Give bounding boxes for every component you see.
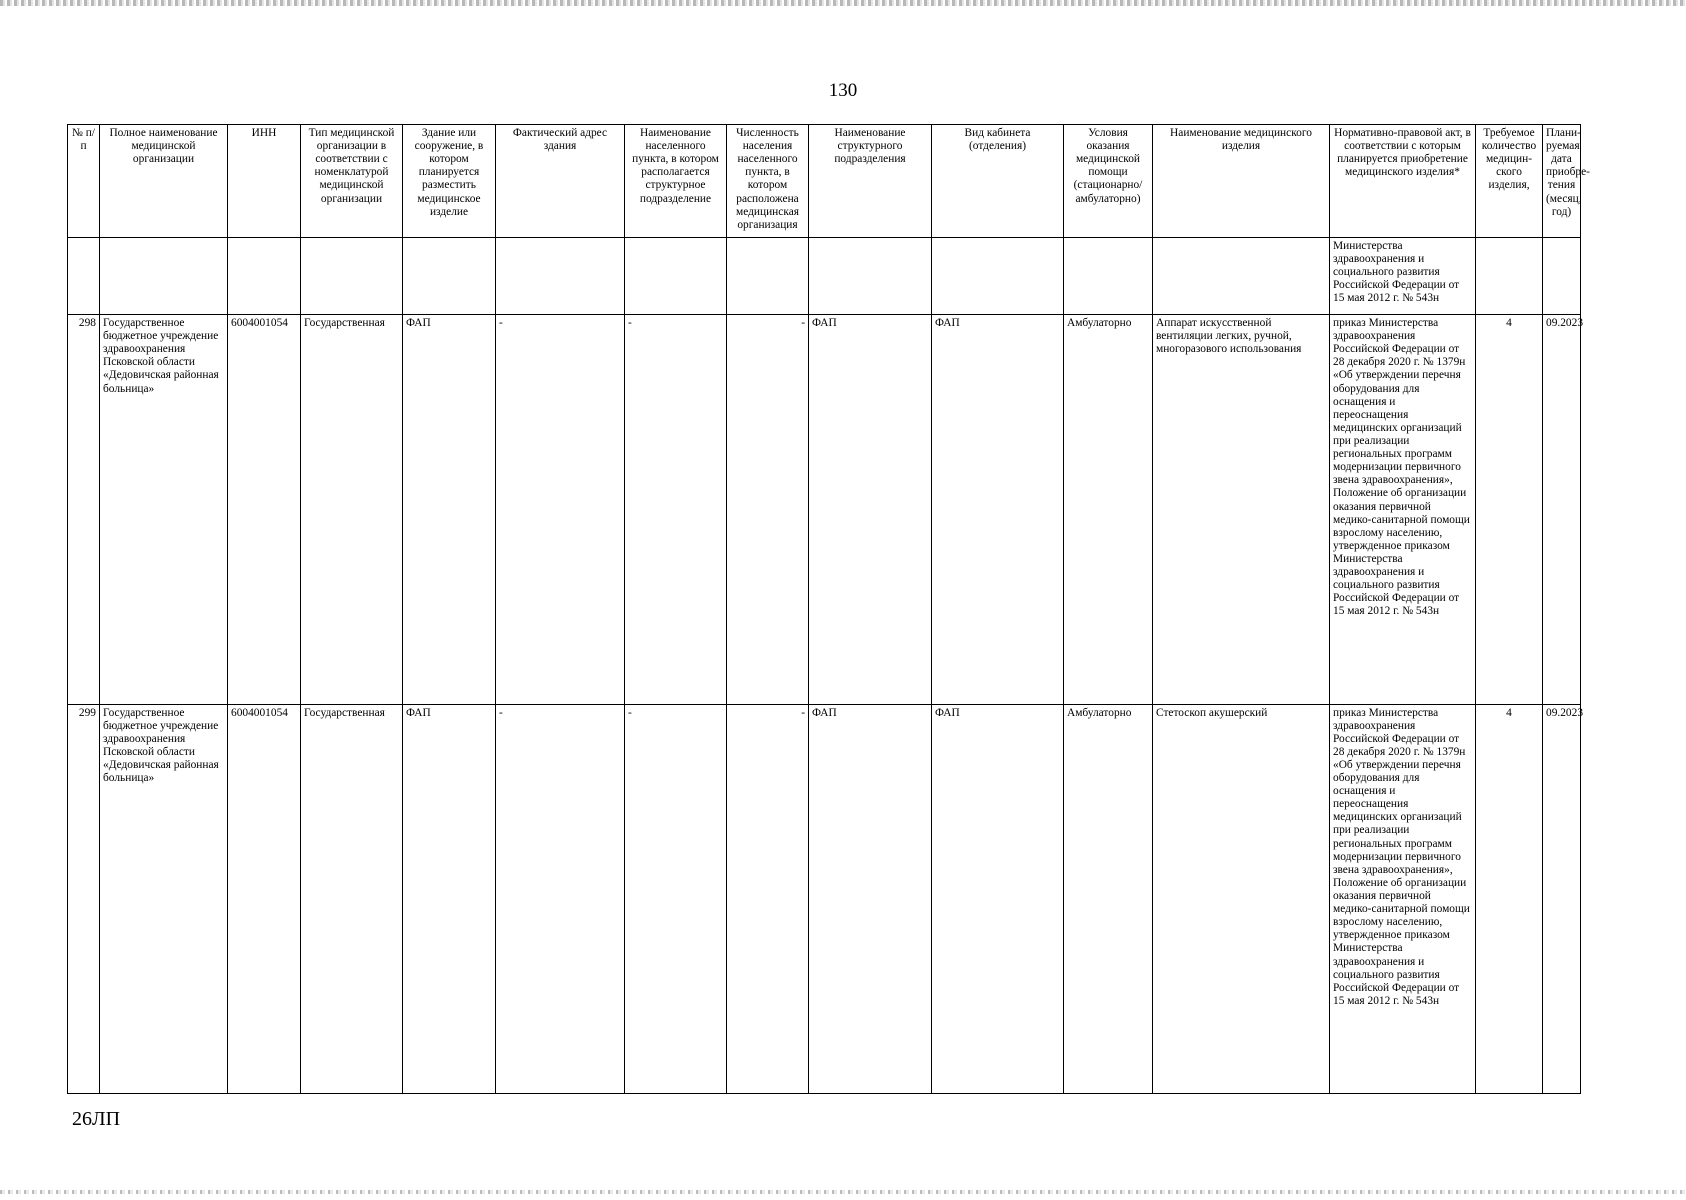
col-header-inn: ИНН [228,125,301,238]
org-type-cell: Государственная [301,315,403,705]
org-name-cell: Государственное бюджетное учреждение здравоохранения Псковской области «Дедовичская районная больница» [100,704,228,1094]
row-number: 298 [68,315,100,705]
conditions-cell: Амбулаторно [1064,704,1153,1094]
page-number: 130 [828,80,858,101]
col-header-population: Численность населения населенного пункта, в котором расположена медицинская организация [727,125,809,238]
building-cell: ФАП [403,704,496,1094]
scan-edge-bottom [0,1190,1686,1194]
address-cell: - [496,315,625,705]
address-cell: - [496,704,625,1094]
conditions-cell: Амбулаторно [1064,315,1153,705]
settlement-cell: - [625,704,727,1094]
legal-act-cell: приказ Министерства здравоохранения Российской Федерации от 28 декабря 2020 г. № 1379н «Об утверждении перечня оборудования для оснащения и переоснащения медицинских организаций при реализации региональных программ модернизации первичного звена здравоохранения», Положение об организации оказания первичной медико-санитарной помощи взрослому населению, утвержденное приказом Министерства здравоохранения и социального развития Российской Федерации от 15 мая 2012 г. № 543н [1330,704,1476,1094]
population-cell: - [727,315,809,705]
org-type-cell: Государственная [301,704,403,1094]
row-number: 299 [68,704,100,1094]
device-cell: Аппарат искусственной вентиляции легких, ручной, многоразового использования [1153,315,1330,705]
org-name-cell: Государственное бюджетное учреждение здравоохранения Псковской области «Дедовичская районная больница» [100,315,228,705]
col-header-legal-act: Нормативно-правовой акт, в соответствии с которым планируется приобретение медицинского изделия* [1330,125,1476,238]
col-header-date: Плани-руемая дата приобре-тения (месяц, год) [1543,125,1581,238]
date-cell: 09.2023 [1543,704,1581,1094]
col-header-org-name: Полное наименование медицинской организации [100,125,228,238]
legal-act-cell: Министерства здравоохранения и социального развития Российской Федерации от 15 мая 2012 г. № 543н [1330,238,1476,315]
quantity-cell: 4 [1476,704,1543,1094]
inn-cell: 6004001054 [228,704,301,1094]
document-code: 26ЛП [72,1108,121,1130]
subdivision-cell: ФАП [809,704,932,1094]
device-cell: Стетоскоп акушерский [1153,704,1330,1094]
col-header-cabinet: Вид кабинета (отделения) [932,125,1064,238]
cabinet-cell: ФАП [932,704,1064,1094]
legal-act-cell: приказ Министерства здравоохранения Российской Федерации от 28 декабря 2020 г. № 1379н «Об утверждении перечня оборудования для оснащения и переоснащения медицинских организаций при реализации региональных программ модернизации первичного звена здравоохранения», Положение об организации оказания первичной медико-санитарной помощи взрослому населению, утвержденное приказом Министерства здравоохранения и социального развития Российской Федерации от 15 мая 2012 г. № 543н [1330,315,1476,705]
col-header-settlement: Наименование населенного пункта, в котором располагается структурное подразделение [625,125,727,238]
col-header-building: Здание или сооружение, в котором планируется разместить медицинское изделие [403,125,496,238]
medical-equipment-table [67,124,1590,1094]
col-header-conditions: Условия оказания медицинской помощи (стационарно/амбулаторно) [1064,125,1153,238]
table-row-continuation [68,238,1581,315]
building-cell: ФАП [403,315,496,705]
date-cell: 09.2023 [1543,315,1581,705]
quantity-cell: 4 [1476,315,1543,705]
col-header-address: Фактический адрес здания [496,125,625,238]
scan-edge-top [0,0,1686,6]
col-header-subdivision: Наименование структурного подразделения [809,125,932,238]
cabinet-cell: ФАП [932,315,1064,705]
table-header-row [68,125,1581,238]
table-row [68,315,1581,705]
settlement-cell: - [625,315,727,705]
col-header-quantity: Требуемое количество медицин-ского изделия, [1476,125,1543,238]
table-row [68,704,1581,1094]
col-header-org-type: Тип медицинской организации в соответствии с номенклатурой медицинской организации [301,125,403,238]
inn-cell: 6004001054 [228,315,301,705]
col-header-number: № п/п [68,125,100,238]
subdivision-cell: ФАП [809,315,932,705]
population-cell: - [727,704,809,1094]
col-header-device: Наименование медицинского изделия [1153,125,1330,238]
